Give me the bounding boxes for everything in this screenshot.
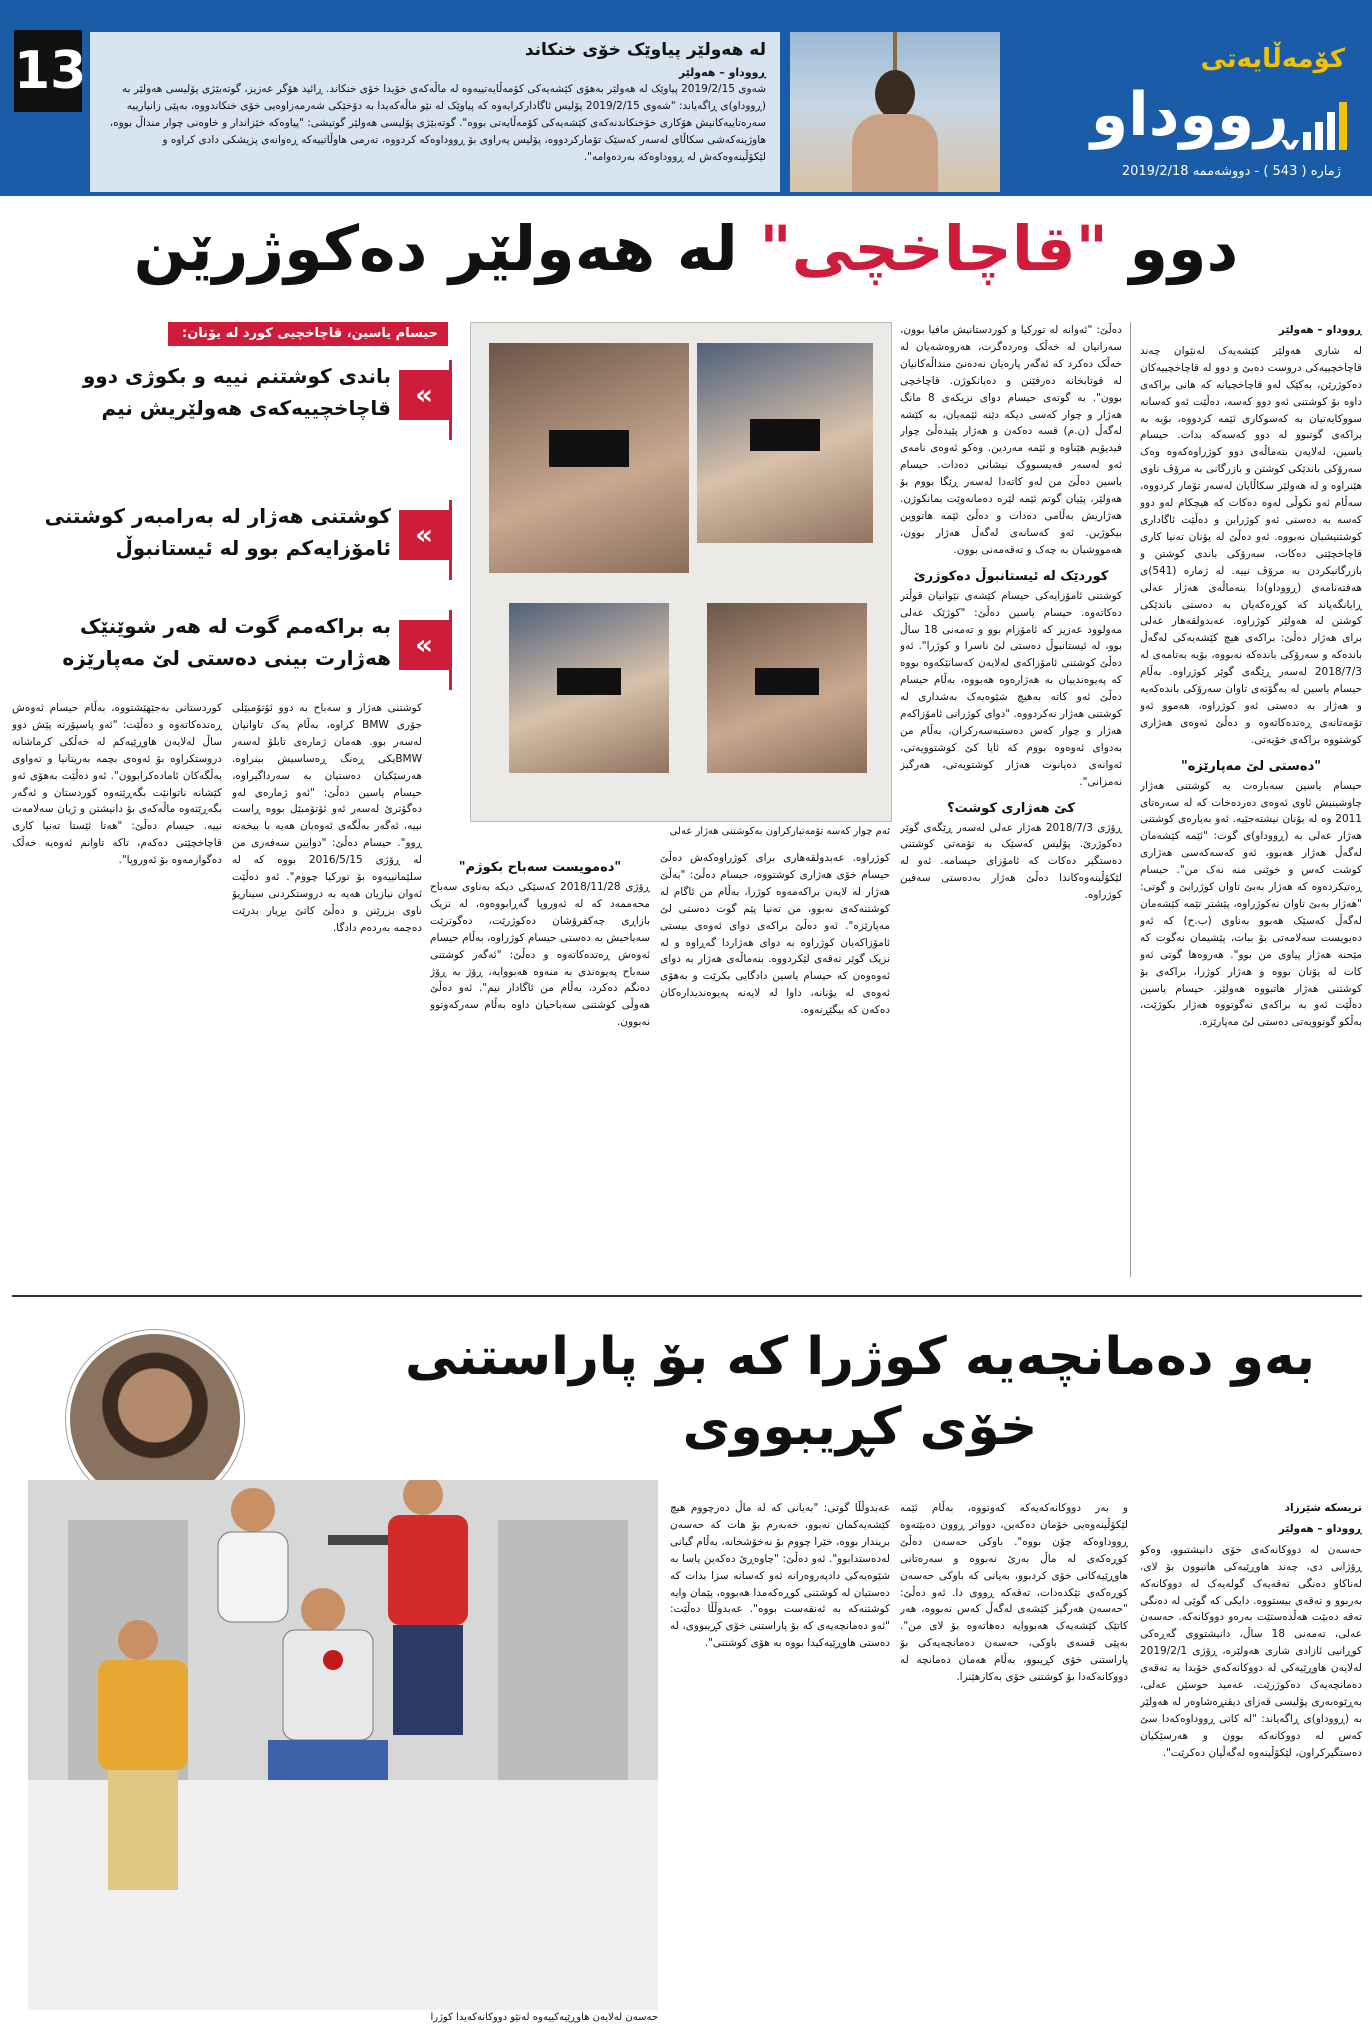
second-headline (360, 1322, 1360, 1462)
brief-body: شەوی 2019/2/15 پیاوێک لە هەولێر بەهۆی کێشەیەکی کۆمەڵایەتییەوە لە ماڵەکەی خۆیدا خۆی خنکاند. ڕائید هۆگر عەزیز، گوتەبێژی پۆلیسی هەولێر بە (ڕووداو)ی ڕاگەیاند: "شەوی 2019/2/15 پۆلیس ئاگادارکرایەوە کە پیاوێک لە نێو ماڵەکەیدا بە دۆخێکی شەرمەزاوەیی خۆی خنکاندووە، بەپێی زانیارییە سەرەتاییەکانیش هۆکاری خۆخنکاندنەکەی کێشەیەکی کۆمەڵایەتی بووە". گوتەبێژی پۆلیسی هەولێر گوتیشی: "پیاوەکە خێزاندار و خاوەنی چوار منداڵ بووە، هاوژینەکەشی سکاڵای لەسەر کەسێک تۆمارکردووە، پۆلیس پەراوی بۆ ڕووداوەکە کردووە، تەرمی هاوڵاتییەکە ڕەوانەی پزیشکی دادی کراوە و لێکۆڵینەوەکەش لە ڕووداوەکە بەردەوامە". (109, 83, 766, 163)
illustration-art (28, 1480, 658, 2010)
second-byline: ڕووداو – هەولێر (1278, 1522, 1362, 1535)
illustration-caption: حەسەن لەلایەن هاوڕێیەکییەوە لەنێو دووکانەکەیدا کوژرا (430, 2012, 658, 2023)
suspect-photo-2 (697, 343, 873, 543)
column-text: کوشتنی هەژار و سەباح بە دوو ئۆتۆمبێلی جۆری BMW کراوە، بەڵام یەک تاوانیان لەسەر بوو. هەمان ژمارەی تابلۆ لەسەر BMWیکی ڕەنگ ڕەساسیش بینراوە. هەرسێکیان دەستیان بە سەرداگیراوە، حیسام یاسین دەڵێ: "ئەو ژمارەی لەو دەگۆترێ لەسەر ئەو ئۆتۆمبێل بووە ڕاست نییە، ئەگەر بەڵگەی ئەوەیان هەیە با بیخەنە ڕوو". حیسام دەڵێ: "دوایین سەفەری من لە ڕۆژی 2016/5/15 بووە کە لە سلێمانییەوە بۆ تورکیا چووم". ئەو دەڵێت ئەوان نیازیان هەیە بە دروستکردنی سیناریۆ ناوی بزڕێنن و دەڵێ کاتێ بڕیار بدرێت دەچمە بەردەم دادگا. (232, 702, 422, 934)
issue-line: ژمارە ( 543 ) - دووشەممە 2019/2/18 (1121, 164, 1341, 179)
suspect-photo-1 (489, 343, 689, 573)
suspects-photo (470, 322, 892, 822)
author-name: تریسکە شێرزاد (1284, 1502, 1362, 1514)
column-text: کوشتنی ئامۆزایەکی حیسام کێشەی نێوانیان قوڵتر دەکاتەوە. حیسام یاسین دەڵێ: "کوژێک عەلی مەولوود عەزیز کە ئامۆزام بوو و تەمەنی 18 ساڵ بوو، لە ئیستانبوڵ دەستی لێ ناسرا و کوژرا". ئەو دەڵێ کوشتنی ئامۆزاکەی لەلایەن کەسانێکەوە بووە کە پەیوەندییان بە هەژارەوە هەبووە، بەڵام حیسام دەڵێ ئەو کاتە بەهیچ شێوەیەک بەشداری لە کوشتنی هەژار نەکردووە. "دوای کوژرانی ئامۆزاکەم هەژار و چوار کەس دەستبەسەرکران، بەڵام من بەدوای ئەوەوە بووم کە ئایا کێ کوشتوویەتی، ئەوانەی دەیانوت هەژار کوشتویەتی، هەرگیز نەمزانی". (900, 589, 1122, 788)
second-column-1 (1140, 1500, 1362, 2025)
brand-logo: ڕووداو (1090, 80, 1295, 150)
second-column-2 (900, 1500, 1128, 2025)
column-text: حیسام یاسین سەبارەت بە کوشتنی هەژار چاوشینیش ئاوی ئەوەی دەردەخات کە لە سەرەتای 2011 وە لە یۆنان نیشتەجێیە. ئەو بەیارەی کوشتنی هەژار عەلی بە (ڕووداو)ی گوت: "ئێمە کێشەمان لەگەڵ هەژار هەبوو، ئەو کەسەکەسی هەژاری کوشت کەس و خوێنی منە نەک من". حیسام ڕەتیکردەوە کە هەژار بەبێ تاوان کوژرابێ و گوتی: "هەژار بەبێ تاوان نەکوژراوە، پێشتر تێمە کێشەمان لەگەڵ کەسێک هەبوو بەناوی (ب.ح) کە ئەو دەیویست سەلامەتی بۆ ببات، پێشیمان نەگوت کە مێحنە هەژار پیاوی من بوو". هەروەها گوتی ئەو کات لە یۆنان بووە و هەژار کوژرا، براکەی بۆ کوشتنی هەژار هاتبووە هەولێر. حیسام یاسین دەڵێت ئەو بە براکەی نەگوتووە هەژار بکوژێت، بەڵکو گوتوویەتی دەستی لێ مەپارێزە. (1140, 779, 1362, 1029)
column-text: عەبدوڵڵا گوتی: "بەیانی کە لە ماڵ دەرچووم هیچ کێشەیەکمان نەبوو، خەبەرم بۆ هات کە حەسەن بریندار بووە، خێرا چووم بۆ نەخۆشخانە، بەڵام گیانی لەدەستدابوو". ئەو دەڵێ: "چاوەڕێ دەکەین یاسا بە شێوەیەکی دادپەروەرانە ئەو کەسانە سزا بدات کە دەستیان لە کوشتنی کوڕەکەمدا هەبووە، پێمان وایە کوشتنەکە بە ئەنقەست بووە". عەبدوڵڵا دەڵێت: "ئەو دەمانچەیەی کە بۆ پاراستنی خۆی کڕیبووی، لە دەستی هاوڕێیەکیدا بووە بە هۆی کوشتنی". (670, 1502, 890, 1650)
suspect-photo-3 (509, 603, 669, 773)
censor-bar (750, 419, 820, 451)
news-brief (90, 32, 780, 192)
column-text: و بەر دووکانەکەیەکە کەوتووە، بەڵام ئێمە لێکۆڵینەوەیی خۆمان دەکەین، دوواتر ڕوون دەبێتەوە ڕووداوەکە چۆن بووە". باوکی حەسەن دەڵێ کوڕەکەی لە ماڵ بەرێ نەبووە و سەرەتانی هاوڕێیەکانی خۆی کردبوو، بەیانی کە باوکی حەسەن کوڕەکەی تێکدەدات، تەقەکە ڕووی دا. ئەو دەڵێ: "حەسەن هەرگیز کێشەی لەگەڵ کەس نەبووە، هەر کاتێک کێشەیەک هەبووایە دەهاتەوە بۆ لای من". بەپێی قسەی باوکی، حەسەن دەمانچەیەکی بۆ پاراستنی خۆی کڕیبوو، بەڵام هەمان دەمانچە لە دووکانەکەدا بۆ کوشتنی خۆی بەکارهێنرا. (900, 1502, 1128, 1684)
section-name: کۆمەڵایەتی (1200, 44, 1345, 74)
headline-line-1: بەو دەمانچەیە کوژرا کە بۆ پاراستنی (404, 1327, 1316, 1387)
brief-byline: ڕووداو – هەولێر (678, 66, 766, 79)
subhead: کێ هەژاری کوشت؟ (947, 800, 1075, 816)
story-column-4 (232, 700, 422, 1277)
quote-mark-icon: » (399, 370, 449, 420)
brief-photo (790, 32, 1000, 192)
quote-mark-icon: » (399, 620, 449, 670)
censor-bar (549, 430, 629, 467)
column-text: ڕۆژی 2018/11/28 کەسێکی دیکە بەناوی سەباح محەممەد کە لە ئەوروپا گەڕابووەوە، لە نزیک بازاڕی چەکفرۆشان دەکوژرێت، دەگوترێت سەباحیش بە دەستی حیسام کوژراوە، بەڵام حیسام ئەوەش ڕەتدەکاتەوە و دەڵێ: "ئەگەر کوشتنی سەباح پەیوەندی بە منەوە هەبووایە، ڕۆژ بە ڕۆژ دەنگم دەکرد، بەڵام من ئاگادار نیم". ئەو دەڵێ هەوڵی کوشتنی سەباحیان داوە بەڵام سەرکەوتوو نەبوون. (430, 881, 650, 1029)
photo-caption: ئەم چوار کەسە تۆمەتبارکراون بەکوشتنی هەژار عەلی (669, 826, 890, 837)
figure-head (875, 70, 915, 118)
headline-pre: دوو (1129, 212, 1239, 285)
section-divider (12, 1295, 1362, 1297)
story-column-2 (900, 322, 1122, 1277)
column-text: لە شاری هەولێر کێشەیەک لەنێوان چەند قاچاخچییەکی دروست دەبێ و دوو لە قاچاخچییەکان دەکوژرێن، بەکێک لەو قاچاخچیانە کە هانی براکەی داوە بۆ کوشتنی ئەو دوو کەسە، دەڵێت ئەو کەسانە سووکایەتیان بە کەسوکاری ئێمە کردووە، بۆیە بە براکەی گوتبوو لە دوو کەسەکە بدات. حیسام یاسین، لەلایەن بنەماڵەی دوو کوژراوەکەوە وەک سەرۆکی باندێکی کوشتن و بازرگانی بە مرۆڤ ناوی هێنراوە و لە هەولێر سکاڵایان لەسەر تۆمار کردووە، سەڵام ئەو نکوڵی لەوە دەکات کە هیچکام لەو دوو کەسە بە دەستی ئەو کوژرابن و دەڵێت ئاگاداری کوشتنیشیان نەبووە. ئەو دەڵێ لە یۆنان تەنیا کاری قاچاخچێتی دەکات، سەرۆکی باندی کوشتن و بازرگانیکردن بە مرۆڤ نییە. لە ژمارە (541)ی هەفتەنامەی (ڕووداو)دا بنەماڵەی هەژار عەلی ڕایانگەیاند کە کوڕەکەیان بە دەستی باندێکی کوشتن لە هەولێر کوژراوە. عەبدولقەهار عەلی برای هەژار دەڵێ: براکەی هیچ کێشەیەکی لەگەڵ باندەکە و سەرۆکی باندەکە نەبووە، بۆیە بەتامەی لە 2018/7/3 لەسەر ڕێگەی گوێر کوژراوە. بەڵام حیسام یاسین لە بەگۆتەی تاوان سەرۆکی باندەکەیە و هەژار بە دەستی ئەو کوژراوە، هەموو ئەو تۆمەتانەی ڕەتدەکاتەوە و دەڵێ ئەوەی هەژاری کوشتووە براکەی خۆیەتی. (1140, 344, 1362, 746)
column-text: حەسەن لە دووکانەکەی خۆی دانیشتبوو، وەکو ڕۆژانی دی، چەند هاوڕێیەکی هاتبوون بۆ لای، لەناکاو دەنگی تەقەیەک گولەیەک لە دووکانەکە بەربوو و تەقەی بیستووە. دایکی کە گوێی لە دەنگی تەقە دەبێت هەڵدەستێت بەرەو دووکانەکە. حەسەن عەلی، تەمەنی 18 ساڵ، دانیشتووی گەڕەکی کوڕانیی ئازادی شاری هەولێرە، ڕۆژی 2019/2/1 لەلایەن هاوڕێیەکی لە دووکانەکەی خۆیدا بە تەقەی دەمانچەیەک دەکوژرێت. عەمید حوسێن عەلی، بەڕێوەبەری پۆلیسی قەزای دیڤنڕەشاوەر لە هەولێر بە (ڕووداو)ی ڕاگەیاند: "لە کاتی ڕووداوەکەدا سێ کەس لە دووکانەکە بوون و هەرسێکیان دەستگیرکراون، لێکۆڵینەوە لەگەڵیان دەکرێت". (1140, 1543, 1362, 1759)
story-byline: ڕووداو – هەولێر (1278, 324, 1362, 336)
column-text: کوردستانی بەجێهێشتووە، بەڵام حیسام ئەوەش ڕەتدەکاتەوە و دەڵێت: "ئەو پاسپۆرتە پێش دوو ساڵ لەلایەن هاوڕێیەکم لە خەڵکی کرماشانە دروستکراوە بۆ ئەوەی بچمە بەریتانیا و تەواوی بەڵگەکان ئامادەکرابوون". ئەو دەڵێت بەهۆی ئەو کێشانە ناتوانێت بگەڕێتەوە کوردستان و ئەگەر بگەڕێتەوە ماڵەکەی بۆ دانیشتن و ژیان سەلامەت نییە. حیسام دەڵێ: "هەتا ئێستا تەنیا کاری قاچاخچێتی دەکەم، تاکە تاوانم ئەوەیە خەڵک دەگوازمەوە بۆ ئەوروپا". (12, 702, 222, 867)
pull-quote-1 (12, 360, 452, 440)
second-column-3 (670, 1500, 890, 2025)
rope-shape (893, 32, 897, 74)
story-column-3b (430, 850, 650, 1277)
signal-icon (1301, 102, 1351, 152)
brief-title: لە هەولێر پیاوێک خۆی خنکاند (524, 40, 766, 60)
story-column-3 (660, 850, 890, 1277)
column-text: دەڵێ: "ئەوانە لە تورکیا و کوردستانیش مافیا بوون، سەرانیان لە خەڵک وەردەگرت، هەروەشەیان لە خەڵک دەکرد کە ئەگەر پارەیان نەدەنێ منداڵەکانیان لە قوتابخانە دەرفێنن و دەیانکوژن. قاچاخچی بوون". بە گوتەی حیسام دوای نزیکەی 8 مانگ هەژار و چوار کەسی دیکە دێنە ئێمەیان، بە کێشە لەگەڵ (ن.م) قسە دەکەن و هەژار پێیدەڵێ چوار فیدیۆیم هێناوە و ئێمە مەردین. وەکو ئەوەی نامەی ئەو لەسەر فەیسبووک نیشانی دەدات. حیسام یاسین دەڵێ من لەو کاتەدا لەسەر ڕێگا بووم بۆ هەولێر، پێیان گوتم ئێمە لێرە دەمانەوێت بمانکوژن. هەژاریش بەڵامی دەدات و دەڵێ ئێمە هاتووین بیکوژین. ئەو کەسانەی لەگەڵ هەژار بوون، هەمووشیان بە چەک و تەقەمەنی بوون. (900, 324, 1122, 556)
column-text: کوژراوە. عەبدولقەهاری برای کوژراوەکەش دەڵێ حیسام خۆی هەژاری کوشتووە، حیسام دەڵێ: "بەڵێ هەژار لە لایەن براکەمەوە کوژرا، بەڵام من ئاگام لە کوشتنەکەی نەبوو، من تەنیا پێم گوت دەستی لێ مەپارێزە". ئەو دەڵێ براکەی دوای ئەوەی بیستی ئامۆزاکەیان کوژراوە بە دوای هەژاردا گەڕاوە و لە نزیک گوێر تەقەی لێکردووە. بنەماڵەی هەژار بە دوای ئەوەوەن کە حیسام یاسین دادگایی بکرێت و بەهۆی ئەوەی لە یۆنانە، داوا لە لایەنە پەیوەندیدارەکان دەکەن کە بیگێڕنەوە. (660, 852, 890, 1017)
masthead (1005, 32, 1365, 192)
headline-highlight: "قاچاخچی" (759, 212, 1108, 285)
quote-text: کوشتنی هەژار لە بەرامبەر کوشتنی ئامۆزایەکم بوو لە ئیستانبوڵ (44, 504, 391, 560)
pull-quote-3 (12, 610, 452, 690)
headline-post: لە هەولێر دەکوژرێن (133, 212, 738, 285)
suspect-photo-4 (707, 603, 867, 773)
censor-bar (755, 668, 819, 695)
column-text: ڕۆژی 2018/7/3 هەژار عەلی لەسەر ڕێگەی گوێر دەکوژرێ. پۆلیس کەسێک بە تۆمەتی کوشتنی دەستگیر دەکات کە ئامۆزای حیسامە. ئەو لە لێکۆڵینەوەکاندا دەڵێ هەژار بەدەستی سەفین کوژراوە. (900, 821, 1122, 902)
column-divider (1130, 322, 1131, 1277)
crime-illustration (28, 1480, 658, 2010)
story-column-5 (12, 700, 222, 1277)
page-number: 13 (14, 30, 82, 112)
subhead: "دەمویست سەباح بکوژم" (458, 860, 622, 875)
quote-mark-icon: » (399, 510, 449, 560)
sidebar-title: حیسام یاسین، قاچاخچیی کورد لە یۆنان: (168, 322, 448, 346)
main-headline (0, 212, 1372, 285)
quote-text: بە براکەمم گوت لە هەر شوێنێک هەژارت بینی دەستی لێ مەپارێزە (62, 614, 391, 670)
headline-line-2: خۆی کڕیبووی (682, 1397, 1038, 1457)
subhead: "دەستی لێ مەپارێزە" (1180, 758, 1322, 774)
story-column-1 (1140, 322, 1362, 1277)
figure-body (852, 114, 938, 192)
subhead: کوردێک لە ئیستانبوڵ دەکوژرێ (913, 568, 1109, 584)
censor-bar (557, 668, 621, 695)
quote-text: باندی کوشتنم نییە و بکوژی دوو قاچاخچییەکەی هەولێریش نیم (82, 364, 391, 420)
pull-quote-2 (12, 500, 452, 580)
